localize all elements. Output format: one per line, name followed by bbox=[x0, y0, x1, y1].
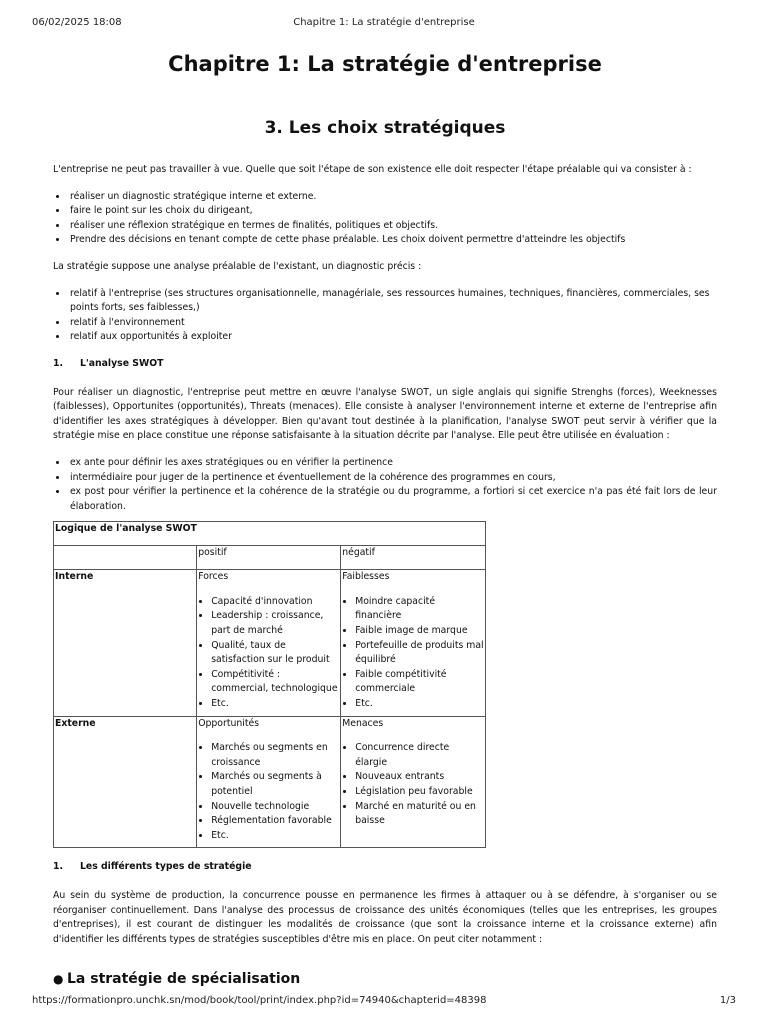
list-item: • Réglementation favorable bbox=[211, 814, 339, 829]
strategy-intro: La stratégie suppose une analyse préalable de l'existant, un diagnostic précis : bbox=[53, 260, 422, 272]
types-heading bbox=[53, 860, 717, 875]
types-paragraph: Au sein du système de production, la concurrence pousse en permanence les firmes à attaquer ou à se défendre, à s'organiser ou se réorganiser continuellement. Dans l'analyse des processus de croissance des unités économiques (telles que les entreprises, les groupes d'entreprises), il est courant de distinguer les modalités de croissance (que sont la croissance interne et la croissance externe) afin d'identifier les différents types de stratégies susceptibles d'être mis en place. On peut citer notamment : bbox=[53, 889, 717, 945]
list-item: • Leadership : croissance, part de marché bbox=[211, 609, 339, 638]
list-item: • Nouvelle technologie bbox=[211, 800, 339, 815]
print-date: 06/02/2025 18:08 bbox=[32, 17, 122, 28]
types-heading-number: 1. bbox=[53, 861, 64, 873]
list-item: • ex post pour vérifier la pertinence et la cohérence de la stratégie ou du programme, a fortiori si cet exercice n'a pas été fait lors de leur élaboration. bbox=[68, 485, 717, 514]
list-item: • Législation peu favorable bbox=[355, 785, 484, 800]
swot-row-label: Interne bbox=[54, 570, 197, 716]
list-item: • Capacité d'innovation bbox=[211, 595, 339, 610]
section-title: 3. Les choix stratégiques bbox=[264, 118, 506, 138]
specialisation-title: La stratégie de spécialisation bbox=[67, 971, 301, 987]
list-item: • relatif à l'entreprise (ses structures organisationnelle, managériale, ses ressources humaines, techniques, financières, commerciales, ses points forts, ses faiblesses,) bbox=[68, 287, 717, 316]
list-item: • Faible compétitivité commerciale bbox=[355, 668, 484, 697]
swot-row-label: Externe bbox=[54, 716, 197, 848]
bullet-icon: ● bbox=[53, 972, 64, 986]
swot-cell-opportunites bbox=[197, 716, 341, 848]
page-number: 1/3 bbox=[719, 995, 736, 1006]
print-header bbox=[32, 17, 736, 31]
print-footer bbox=[32, 995, 736, 1009]
swot-paragraph: Pour réaliser un diagnostic, l'entreprise peut mettre en œuvre l'analyse SWOT, un sigle anglais qui signifie Strenghs (forces), Weeknesses (faiblesses), Opportunites (opportunités), Threats (menaces). Elle consiste à analyser l'environnement interne et externe de l'entreprise afin d'identifier les axes stratégiques à développer. Bien qu'avant tout destinée à la planification, l'analyse SWOT peut servir à vérifier que la stratégie mise en place constitue une réponse satisfaisante à la situation décrite par l'analyse. Elle peut être utilisée en évaluation : bbox=[53, 386, 717, 442]
swot-heading-number: 1. bbox=[53, 357, 64, 369]
list-item: • relatif aux opportunités à exploiter bbox=[68, 330, 717, 345]
strategy-list bbox=[53, 287, 717, 345]
cell-title: Forces bbox=[198, 571, 229, 583]
page-title: Chapitre 1: La stratégie d'entreprise bbox=[168, 52, 602, 76]
list-item: • Marchés ou segments en croissance bbox=[211, 741, 339, 770]
list-item: • Faible image de marque bbox=[355, 624, 484, 639]
print-url: https://formationpro.unchk.sn/mod/book/tool/print/index.php?id=74940&chapterid=48398 bbox=[32, 995, 487, 1006]
print-title: Chapitre 1: La stratégie d'entreprise bbox=[293, 17, 475, 28]
swot-cell-menaces bbox=[341, 716, 486, 848]
list-item: • Nouveaux entrants bbox=[355, 770, 484, 785]
intro-paragraph: L'entreprise ne peut pas travailler à vue. Quelle que soit l'étape de son existence elle doit respecter l'étape préalable qui va consister à : bbox=[53, 164, 692, 175]
cell-title: Menaces bbox=[342, 717, 384, 729]
list-item: • faire le point sur les choix du dirigeant, bbox=[68, 204, 717, 219]
list-item: • Concurrence directe élargie bbox=[355, 741, 484, 770]
swot-table bbox=[53, 521, 486, 848]
table-row bbox=[54, 570, 486, 716]
swot-heading bbox=[53, 357, 717, 372]
list-item: • relatif à l'environnement bbox=[68, 316, 717, 331]
swot-cell-faiblesses bbox=[341, 570, 486, 716]
list-item: • Etc. bbox=[211, 829, 339, 844]
table-row bbox=[54, 716, 486, 848]
list-item: • Prendre des décisions en tenant compte de cette phase préalable. Les choix doivent permettre d'atteindre les objectifs bbox=[68, 233, 717, 248]
list-item: • Portefeuille de produits mal équilibré bbox=[355, 639, 484, 668]
swot-col-negative: négatif bbox=[341, 546, 486, 570]
list-item: • Qualité, taux de satisfaction sur le produit bbox=[211, 639, 339, 668]
cell-title: Opportunités bbox=[198, 717, 260, 729]
swot-table-caption: Logique de l'analyse SWOT bbox=[54, 522, 486, 546]
list-item: • réaliser une réflexion stratégique en termes de finalités, politiques et objectifs. bbox=[68, 219, 717, 234]
swot-list bbox=[53, 456, 717, 514]
list-item: • Compétitivité : commercial, technologique bbox=[211, 668, 339, 697]
list-item: • Marché en maturité ou en baisse bbox=[355, 800, 484, 829]
types-heading-title: Les différents types de stratégie bbox=[80, 861, 252, 873]
list-item: • Etc. bbox=[211, 697, 339, 712]
cell-title: Faiblesses bbox=[342, 571, 390, 583]
list-item: • ex ante pour définir les axes stratégiques ou en vérifier la pertinence bbox=[68, 456, 717, 471]
list-item: • Etc. bbox=[355, 697, 484, 712]
body-text bbox=[53, 163, 717, 947]
swot-table-corner bbox=[54, 546, 197, 570]
swot-col-positive: positif bbox=[197, 546, 341, 570]
specialisation-heading bbox=[53, 971, 300, 987]
swot-heading-title: L'analyse SWOT bbox=[80, 357, 164, 369]
list-item: • réaliser un diagnostic stratégique interne et externe. bbox=[68, 190, 717, 205]
list-item: • Marchés ou segments à potentiel bbox=[211, 770, 339, 799]
list-item: • Moindre capacité financière bbox=[355, 595, 484, 624]
swot-cell-forces bbox=[197, 570, 341, 716]
list-item: • intermédiaire pour juger de la pertinence et éventuellement de la cohérence des programmes en cours, bbox=[68, 471, 717, 486]
intro-list bbox=[53, 190, 717, 248]
